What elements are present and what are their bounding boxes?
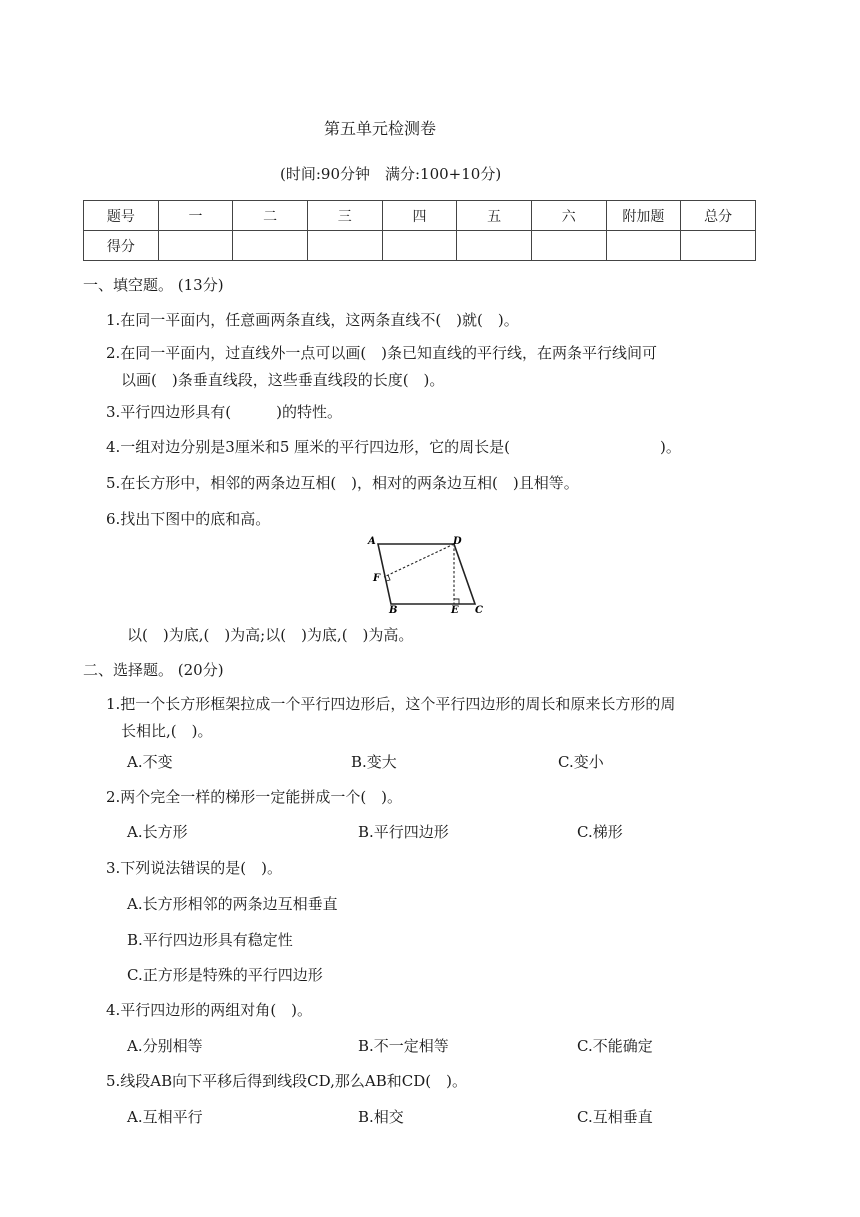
option-2-5-a[interactable]: A.互相平行 [127,1108,203,1126]
score-cell: 五 [457,201,532,231]
label-d: D [453,536,462,547]
score-cell: 三 [307,201,382,231]
option-2-2-a[interactable]: A.长方形 [127,823,188,841]
question-1-6-answer: 以( )为底,( )为高;以( )为底,( )为高。 [127,626,414,644]
question-1-2-line2: 以画( )条垂直线段，这些垂直线段的长度( )。 [121,371,445,389]
score-cell: 总分 [681,201,756,231]
option-2-5-b[interactable]: B.相交 [358,1108,404,1126]
page-title: 第五单元检测卷 [323,119,436,138]
option-2-4-a[interactable]: A.分别相等 [127,1037,203,1055]
height-line-df [384,544,454,577]
option-2-4-c[interactable]: C.不能确定 [577,1037,653,1055]
question-2-1-line1: 1.把一个长方形框架拉成一个平行四边形后，这个平行四边形的周长和原来长方形的周 [106,695,676,713]
score-entry-cell[interactable] [606,231,681,261]
option-2-3-a[interactable]: A.长方形相邻的两条边互相垂直 [127,895,338,913]
score-cell: 题号 [84,201,159,231]
label-c: C [475,605,483,614]
score-entry-cell[interactable] [681,231,756,261]
question-2-2: 2.两个完全一样的梯形一定能拼成一个( )。 [106,788,403,806]
option-2-4-b[interactable]: B.不一定相等 [358,1037,449,1055]
exam-info: (时间:90分钟 满分:100+10分) [280,165,502,183]
question-1-5: 5.在长方形中，相邻的两条边互相( )，相对的两条边互相( )且相等。 [106,474,579,492]
score-table-score-row [84,231,756,261]
score-row-label: 得分 [84,231,159,261]
option-2-2-b[interactable]: B.平行四边形 [358,823,449,841]
score-entry-cell[interactable] [382,231,457,261]
question-2-4: 4.平行四边形的两组对角( )。 [106,1001,313,1019]
option-2-1-b[interactable]: B.变大 [351,753,397,771]
question-2-3: 3.下列说法错误的是( )。 [106,859,283,877]
question-1-3: 3.平行四边形具有( )的特性。 [106,403,343,421]
score-entry-cell[interactable] [457,231,532,261]
label-b: B [389,605,398,614]
score-entry-cell[interactable] [531,231,606,261]
score-table-header-row [84,201,756,231]
score-cell: 六 [531,201,606,231]
question-1-2-line1: 2.在同一平面内，过直线外一点可以画( )条已知直线的平行线，在两条平行线间可 [106,344,658,362]
option-2-1-a[interactable]: A.不变 [127,753,173,771]
label-a: A [368,536,376,547]
option-2-2-c[interactable]: C.梯形 [577,823,623,841]
label-f: F [373,573,381,584]
score-cell: 二 [233,201,308,231]
question-1-4: 4.一组对边分别是3厘米和5 厘米的平行四边形，它的周长是( )。 [106,438,681,456]
score-cell: 一 [158,201,233,231]
option-2-5-c[interactable]: C.互相垂直 [577,1108,653,1126]
section2-heading: 二、选择题。 (20分) [83,661,224,679]
score-entry-cell[interactable] [233,231,308,261]
question-1-1: 1.在同一平面内，任意画两条直线，这两条直线不( )就( )。 [106,311,519,329]
section1-heading: 一、填空题。 (13分) [83,276,224,294]
question-1-6: 6.找出下图中的底和高。 [106,510,271,528]
score-cell: 附加题 [606,201,681,231]
option-2-3-c[interactable]: C.正方形是特殊的平行四边形 [127,966,323,984]
question-2-5: 5.线段AB向下平移后得到线段CD,那么AB和CD( )。 [106,1072,467,1090]
parallelogram-figure [364,534,489,614]
score-entry-cell[interactable] [158,231,233,261]
score-entry-cell[interactable] [307,231,382,261]
score-cell: 四 [382,201,457,231]
question-2-1-line2: 长相比,( )。 [121,722,213,740]
label-e: E [451,605,459,614]
option-2-1-c[interactable]: C.变小 [558,753,604,771]
option-2-3-b[interactable]: B.平行四边形具有稳定性 [127,931,293,949]
parallelogram-shape [378,544,475,604]
score-table [83,200,756,261]
